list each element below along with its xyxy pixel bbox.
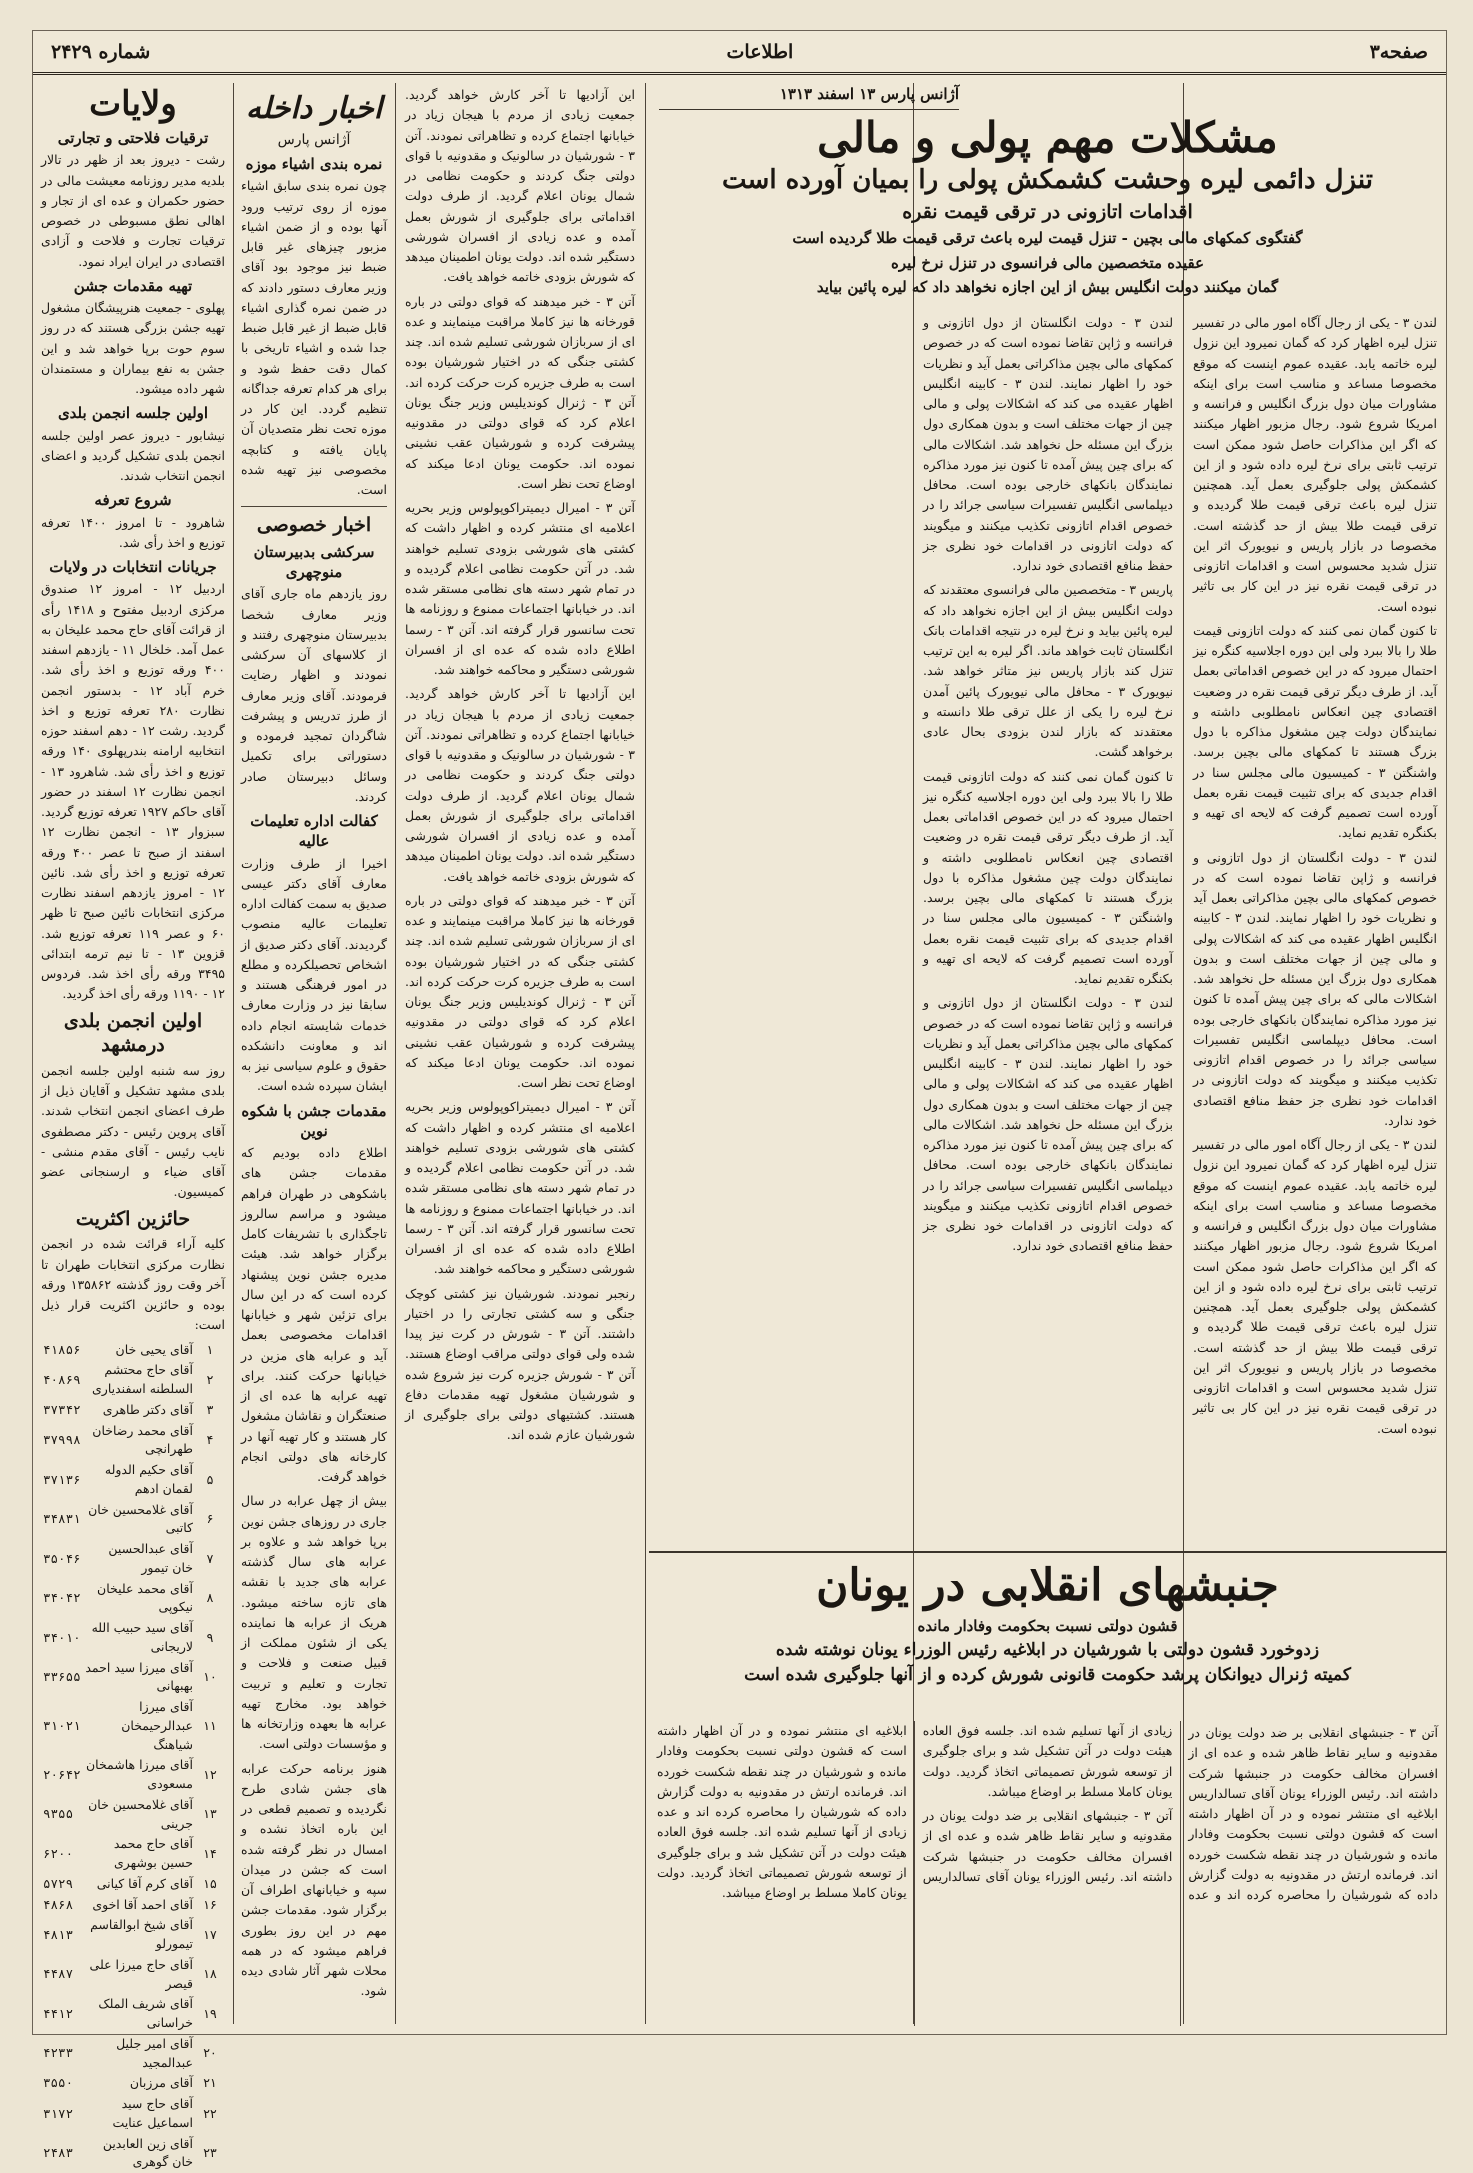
article-paragraph: تا کنون گمان نمی کنند که دولت اتازونی قیمت طلا را بالا ببرد ولی این دوره اجلاسیه کنگره نیز احتمال میرود که در این خصوص اقداماتی بعمل آید. از طرف دیگر ترقی قیمت نقره در وضعیت اقتصادی چین انعکاس نامطلوبی داشته و نمایندگان دولت چین مشغول مذاکره با دول بزرگ هستند تا کمکهای مالی بچین برسد. واشنگتن ۳ - کمیسیون مالی مجلس سنا در اقدام جدیدی که برای تثبیت قیمت نقره بعمل آورده است تصمیم گرفت که لایحه ای تهیه و بکنگره تقدیم نماید. bbox=[923, 768, 1173, 986]
article-paragraph: آتن ۳ - خبر میدهند که قوای دولتی در باره قورخانه ها نیز کاملا مراقبت مینمایند و عده ای از سربازان شورشی تسلیم شده اند. چند کشتی جنگی که در اختیار شورشیان بوده است به طرف جزیره کرت حرکت کرده اند. آتن ۳ - ژنرال کوندیلیس وزیر جنگ یونان اعلام کرد که قوای دولتی در مقدونیه پیشرفت کرده و شورشیان عقب نشینی نموده اند. حکومت یونان ادعا میکند که اوضاع تحت نظر است. bbox=[405, 892, 635, 1090]
greece-headline: جنبشهای انقلابی در یونان bbox=[816, 1560, 1279, 1611]
candidate-rank: ۱۱ bbox=[203, 1717, 217, 1733]
candidate-name: آقای شریف الملک خراسانی bbox=[98, 1996, 193, 2031]
candidate-rank: ۵ bbox=[206, 1471, 214, 1487]
main-subhead: تنزل دائمی لیره وحشت کشمکش پولی را بمیان آورده است bbox=[722, 165, 1373, 196]
article-paragraph: رنجبر نمودند. شورشیان نیز کشتی کوچک جنگی و سه کشتی تجارتی را در اختیار داشتند. آتن ۳ - شورش در کرت نیز پیدا شده ولی قوای دولتی مراقب اوضاع هستند. آتن ۳ - شورش جزیره کرت نیز شروع شده و شورشیان مشغول تهیه مقدمات دفاع هستند. کشتیهای دولتی برای جلوگیری از شورشیان عازم شده اند. bbox=[405, 1285, 635, 1443]
candidate-votes: ۵۷۲۹ bbox=[43, 1875, 74, 1891]
article-paragraph: اردبیل ۱۲ - امروز ۱۲ صندوق مرکزی اردبیل مفتوح و ۱۴۱۸ رأی از قرائت آقای حاج محمد علیخان به عمل آمد. خلخال ۱۱ - یازدهم اسفند ۴۰۰ ورقه توزیع و اخذ رأی شد. خرم آباد ۱۲ - بدستور انجمن نظارت ۲۸۰ تعرفه توزیع و اخذ گردید. رشت ۱۲ - دهم اسفند حوزه انتخابیه ارامنه بندرپهلوی ۱۴۰ ورقه توزیع و اخذ رأی شد. شاهرود ۱۳ - انجمن نظارت ۱۲ اسفند در حضور آقای حاکم ۱۹۲۷ تعرفه توزیع گردید. سبزوار ۱۳ - انجمن نظارت ۱۲ اسفند از صبح تا عصر ۴۰۰ ورقه تعرفه توزیع و اخذ رأی شد. نائین ۱۲ - امروز یازدهم اسفند نظارت مرکزی انتخابات نائین صبح تا ظهر ۶۰ و عصر ۱۱۹ تعرفه توزیع شد. قزوین ۱۳ - تا نیم ترمه ابتدائی ۳۴۹۵ ورقه رأی اخذ شد. فردوس ۱۲ - ۱۱۹۰ ورقه رأی اخذ گردید. bbox=[41, 581, 226, 1002]
article-paragraph: رشت - دیروز بعد از ظهر در تالار بلدیه مدیر روزنامه معیشت مالی در حضور حکمران و عده ای از تجار و اهالی نطق مسبوطی در خصوص ترقیات تجارت و فلاحت و آزادی اقتصادی در ایران ایراد نمود. bbox=[41, 152, 225, 269]
candidate-name: آقای محمد علیخان نیکوپی bbox=[97, 1580, 193, 1615]
divider bbox=[241, 506, 387, 507]
candidate-rank: ۲۳ bbox=[203, 2145, 217, 2161]
local-news-banner: اخبار داخله bbox=[245, 91, 383, 126]
main-article-header bbox=[649, 83, 1446, 303]
candidate-name: آقای میرزا عبدالرحیمخان شیاهنگ bbox=[121, 1699, 193, 1752]
main-dateline: آژانس پارس ۱۳ اسفند ۱۳۱۳ bbox=[659, 83, 959, 110]
candidate-votes: ۹۳۵۵ bbox=[43, 1806, 74, 1822]
table-row bbox=[41, 1955, 225, 1995]
article-paragraph: هنوز برنامه حرکت عرابه های جشن شادی طرح نگردیده و تصمیم قطعی در این باره اتخاذ نشده و امسال در نظر گرفته شده است که جشن در میدان سپه و خیابانهای اطراف آن برگزار شود. مقدمات جشن مهم در این روز بطوری فراهم میشود که در همه محلات شهر آثار شادی دیده شود. bbox=[241, 1760, 387, 1999]
paper-name: اطلاعات bbox=[726, 40, 794, 63]
candidate-name: آقای حاج سید اسماعیل عنایت bbox=[112, 2096, 193, 2130]
candidate-name: آقای حاج محمد حسین بوشهری bbox=[113, 1836, 193, 1871]
masthead bbox=[33, 31, 1446, 75]
section-heading: حائزین اکثریت bbox=[75, 1207, 191, 1230]
candidate-name: آقای غلامحسین خان جرینی bbox=[88, 1796, 193, 1831]
section-heading: شروع تعرفه bbox=[94, 491, 172, 510]
greece-subhead: کمیته ژنرال دیوانکان پرشد حکومت قانونی شورش کرده و از آنها جلوگیری شده است bbox=[744, 1664, 1351, 1685]
candidate-rank: ۱۷ bbox=[203, 1926, 217, 1942]
table-row bbox=[41, 1874, 225, 1895]
table-row bbox=[41, 1500, 225, 1540]
candidate-votes: ۴۸۶۸ bbox=[43, 1896, 74, 1912]
candidate-rank: ۱۹ bbox=[203, 2005, 217, 2021]
candidate-votes: ۲۴۸۳ bbox=[43, 2145, 74, 2161]
candidate-rank: ۱۵ bbox=[203, 1875, 217, 1891]
candidate-votes: ۴۴۸۷ bbox=[43, 1966, 74, 1982]
main-subhead: اقدامات اتازونی در ترقی قیمت نقره bbox=[902, 200, 1193, 223]
section-heading: مقدمات جشن با شکوه نوین bbox=[241, 1101, 387, 1140]
article-paragraph: این آزادیها تا آخر کارش خواهد گردید. جمعیت زیادی از مردم با هیجان زیاد در خیابانها اجتماع کرده و تظاهراتی نمودند. آتن ۳ - شورشیان در سالونیک و مقدونیه با قوای دولتی جنگ کردند و حکومت نظامی در شمال یونان اعلام گردید. از طرف دولت اقداماتی برای جلوگیری از شورش بعمل آمده و عده زیادی از افسران شورشی دستگیر شده اند. دولت یونان اطمینان میدهد که شورش بزودی خاتمه خواهد یافت. bbox=[405, 686, 635, 884]
candidate-votes: ۳۷۳۴۲ bbox=[43, 1401, 81, 1417]
article-paragraph: کلیه آراء قرائت شده در انجمن نظارت مرکزی انتخابات طهران تا آخر وقت روز گذشته ۱۳۵۸۶۲ ورقه بوده و حائزین اکثریت قرار ذیل است: bbox=[41, 1236, 225, 1333]
candidate-name: آقای مرزبان bbox=[129, 2075, 193, 2091]
main-article-col1 bbox=[1185, 311, 1445, 1546]
section-heading: نمره بندی اشیاء موزه bbox=[245, 155, 383, 173]
candidate-votes: ۴۲۳۳ bbox=[43, 2045, 74, 2061]
section-heading: اولین انجمن بلدی درمشهد bbox=[63, 1009, 203, 1057]
candidate-votes: ۳۷۱۳۶ bbox=[43, 1471, 81, 1487]
section-heading: اولین جلسه انجمن بلدی bbox=[57, 404, 209, 423]
table-row bbox=[41, 1755, 225, 1795]
article-paragraph: اخیرا از طرف وزارت معارف آقای دکتر عیسی صدیق به سمت کفالت اداره تعلیمات عالیه منصوب گردیدند. آقای دکتر صدیق از اشخاص تحصیلکرده و مطلع در امور فرهنگی هستند و سابقا نیز در وزارت معارف خدمات شایسته انجام داده اند و معاونت دانشکده حقوق و علوم سیاسی نیز به ایشان سپرده شده است. bbox=[241, 855, 387, 1094]
candidate-name: آقای دکتر طاهری bbox=[102, 1401, 193, 1417]
table-row bbox=[41, 1895, 225, 1916]
issue-number: شماره ۲۴۲۹ bbox=[51, 40, 151, 63]
main-subhead: گفتگوی کمکهای مالی بچین - تنزل قیمت لیره باعث ترقی قیمت طلا گردیده است bbox=[792, 229, 1303, 248]
column-rule bbox=[395, 83, 396, 2024]
candidate-rank: ۲۱ bbox=[203, 2075, 217, 2091]
candidate-votes: ۲۰۶۴۲ bbox=[43, 1766, 81, 1782]
candidate-rank: ۱ bbox=[206, 1341, 214, 1357]
article-paragraph: لندن ۳ - یکی از رجال آگاه امور مالی در تفسیر تنزل لیره اظهار کرد که گمان نمیرود این نزول لیره خاتمه یابد. عقیده عموم اینست که موقع مخصوصا مساعد و مناسب است برای اینکه مشاورات میان دول بزرگ انگلیس و فرانسه و امریکا شروع شود. رجال مزبور اظهار میکنند که اگر این مذاکرات حاصل شود ممکن است ترتیب ثابتی برای نرخ لیره داده شود و از این کشمکش پولی جلوگیری بعمل آید. همچنین تنزل لیره باعث ترقی قیمت طلا گردیده و ترقی قیمت طلا بیش از حد گذشته است. مخصوصا در بازار پاریس و نیویورک اثر این تنزل شدید محسوس است و اقدامات اتازونی در ترقی قیمت نقره نیز در این کار بی تاثیر نبوده است. bbox=[1193, 315, 1437, 614]
candidate-rank: ۱۲ bbox=[203, 1766, 217, 1782]
table-row bbox=[41, 1360, 225, 1400]
table-row bbox=[41, 1421, 225, 1461]
table-row bbox=[41, 2034, 225, 2074]
table-row bbox=[41, 2073, 225, 2094]
candidate-votes: ۳۵۰۴۶ bbox=[43, 1550, 81, 1566]
table-row bbox=[41, 1795, 225, 1835]
candidate-name: آقای عبدالحسین خان تیمور bbox=[108, 1541, 193, 1575]
article-paragraph: آتن ۳ - امیرال دیمیتراکوپولوس وزیر بحریه اعلامیه ای منتشر کرده و اظهار داشت که کشتی های شورشی بزودی تسلیم خواهند شد. در آتن حکومت نظامی اعلام گردیده و در تمام شهر دسته های نظامی مستقر شده اند. در خیابانها اجتماعات ممنوع و روزنامه ها تحت سانسور قرار گرفته اند. آتن ۳ - رسما اطلاع داده شده که عده ای از افسران شورشی دستگیر و محاکمه خواهند شد. bbox=[405, 1099, 636, 1277]
article-paragraph: لندن ۳ - دولت انگلستان از دول اتازونی و فرانسه و ژاپن تقاضا نموده است که در خصوص کمکهای مالی بچین مذاکراتی بعمل آید و نظریات خود را اظهار نمایند. لندن ۳ - کابینه انگلیس اظهار عقیده می کند که اشکالات پولی و مالی چین از جهات مختلف است و بدون همکاری دول بزرگ این مسئله حل نخواهد شد. اشکالات مالی که برای چین پیش آمده تا کنون نیز مورد مذاکره نمایندگان بانکهای خارجی بوده است. محافل دیپلماسی انگلیس تفسیرات سیاسی جرائد را در خصوص اقدام اتازونی تکذیب میکنند و میگویند که دولت اتازونی در اقدامات خود نظری جز حفظ منافع اقتصادی خود ندارد. bbox=[923, 995, 1173, 1254]
greece-subhead: قشون دولتی نسبت بحکومت وفادار مانده bbox=[917, 1616, 1178, 1635]
candidate-rank: ۲۲ bbox=[203, 2105, 217, 2121]
provinces-title: ولایات bbox=[89, 84, 177, 124]
table-row bbox=[41, 1834, 225, 1874]
candidate-name: آقای احمد آقا اخوی bbox=[92, 1896, 193, 1912]
candidate-votes: ۳۴۰۴۲ bbox=[43, 1590, 81, 1606]
greece-article-header bbox=[649, 1551, 1446, 1711]
article-paragraph: آتن ۳ - خبر میدهند که قوای دولتی در باره قورخانه ها نیز کاملا مراقبت مینمایند و عده ای از سربازان شورشی تسلیم شده اند. چند کشتی جنگی که در اختیار شورشیان بوده است به طرف جزیره کرت حرکت کرده اند. آتن ۳ - ژنرال کوندیلیس وزیر جنگ یونان اعلام کرد که قوای دولتی در مقدونیه پیشرفت کرده و شورشیان عقب نشینی نموده اند. حکومت یونان ادعا میکند که اوضاع تحت نظر است. bbox=[405, 293, 635, 491]
provinces-column bbox=[35, 83, 231, 2170]
candidate-name: آقای میرزا سید احمد بهبهانی bbox=[85, 1659, 193, 1694]
candidate-votes: ۳۳۶۵۵ bbox=[43, 1669, 81, 1685]
candidate-votes: ۳۴۸۳۱ bbox=[43, 1511, 81, 1527]
candidate-votes: ۴۸۱۳ bbox=[43, 1926, 74, 1942]
table-row bbox=[41, 1697, 225, 1755]
candidate-name: آقای حاج محتشم السلطنه اسفندیاری bbox=[92, 1362, 193, 1397]
main-subhead: عقیده متخصصین مالی فرانسوی در تنزل نرخ لیره bbox=[890, 253, 1205, 272]
table-row bbox=[41, 2134, 225, 2173]
article-paragraph: تا کنون گمان نمی کنند که دولت اتازونی قیمت طلا را بالا ببرد ولی این دوره اجلاسیه کنگره نیز احتمال میرود که در این خصوص اقداماتی بعمل آید. از طرف دیگر ترقی قیمت نقره در وضعیت اقتصادی چین انعکاس نامطلوبی داشته و نمایندگان دولت چین مشغول مذاکره با دول بزرگ هستند تا کمکهای مالی بچین برسد. واشنگتن ۳ - کمیسیون مالی مجلس سنا در اقدام جدیدی که برای تثبیت قیمت نقره بعمل آورده است تصمیم گرفت که لایحه ای تهیه و بکنگره تقدیم نماید. bbox=[1193, 622, 1437, 841]
article-paragraph: آتن ۳ - جنبشهای انقلابی بر ضد دولت یونان در مقدونیه و سایر نقاط ظاهر شده و عده ای از افسران مخالف حکومت در جنبشها شرکت داشته اند. رئیس الوزراء یونان آقای تسالداریس ابلاغیه ای منتشر نموده و در آن اظهار داشته است که قشون دولتی نسبت بحکومت وفادار مانده و شورشیان در چند نقطه شکست خورده اند. فرمانده ارتش در مقدونیه به دولت گزارش داده که شورشیان را محاصره کرده اند و عده زیادی از آنها تسلیم شده اند. جلسه فوق العاده هیئت دولت در آتن تشکیل شد و برای جلوگیری از توسعه شورش تصمیماتی اتخاذ گردید. دولت یونان کاملا مسلط بر اوضاع میباشد. bbox=[922, 1723, 1438, 1902]
candidate-name: آقای میرزا هاشمخان مسعودی bbox=[85, 1757, 193, 1792]
article-paragraph: چون نمره بندی سابق اشیاء موزه از روی ترتیب ورود آنها بوده و از ضمن اشیاء مزبور چیزهای غیر قابل ضبط نیز موجود بود آقای وزیر معارف دستور دادند که در ضمن نمره گذاری اشیاء قابل ضبط از غیر قابل ضبط جدا شده و اشیاء تاریخی با کمال دقت حفظ شود و برای هر کدام تعرفه جداگانه تنظیم گردد. این کار در موزه تحت نظر متصدیان آن پایان یافته و کتابچه مخصوصی نیز تهیه شده است. bbox=[241, 178, 387, 497]
article-paragraph: لندن ۳ - دولت انگلستان از دول اتازونی و فرانسه و ژاپن تقاضا نموده است که در خصوص کمکهای مالی بچین مذاکراتی بعمل آید و نظریات خود را اظهار نمایند. لندن ۳ - کابینه انگلیس اظهار عقیده می کند که اشکالات پولی و مالی چین از جهات مختلف است و بدون همکاری دول بزرگ این مسئله حل نخواهد شد. اشکالات مالی که برای چین پیش آمده تا کنون نیز مورد مذاکره نمایندگان بانکهای خارجی بوده است. محافل دیپلماسی انگلیس تفسیرات سیاسی جرائد را در خصوص اقدام اتازونی تکذیب میکنند و میگویند که دولت اتازونی در اقدامات خود نظری جز حفظ منافع اقتصادی خود ندارد. bbox=[923, 315, 1173, 573]
candidate-rank: ۷ bbox=[206, 1550, 214, 1566]
candidate-rank: ۸ bbox=[206, 1590, 214, 1606]
candidate-rank: ۶ bbox=[206, 1511, 214, 1527]
article-paragraph: لندن ۳ - دولت انگلستان از دول اتازونی و فرانسه و ژاپن تقاضا نموده است که در خصوص کمکهای مالی بچین مذاکراتی بعمل آید و نظریات خود را اظهار نمایند. لندن ۳ - کابینه انگلیس اظهار عقیده می کند که اشکالات پولی و مالی چین از جهات مختلف است و بدون همکاری دول بزرگ این مسئله حل نخواهد شد. اشکالات مالی که برای چین پیش آمده تا کنون نیز مورد مذاکره نمایندگان بانکهای خارجی بوده است. محافل دیپلماسی انگلیس تفسیرات سیاسی جرائد را در خصوص اقدام اتازونی تکذیب میکنند و میگویند که دولت اتازونی در اقدامات خود نظری جز حفظ منافع اقتصادی خود ندارد. bbox=[1193, 849, 1437, 1128]
candidate-votes: ۶۲۰۰ bbox=[43, 1845, 74, 1861]
section-heading: اخبار خصوصی bbox=[256, 514, 372, 537]
table-row bbox=[41, 1579, 225, 1619]
candidate-rank: ۹ bbox=[206, 1629, 214, 1645]
foreign-news-column bbox=[397, 83, 643, 2026]
table-row bbox=[41, 1994, 225, 2034]
table-row bbox=[41, 1658, 225, 1698]
main-subhead: گمان میکنند دولت انگلیس بیش از این اجازه نخواهد داد که لیره پائین بیاید bbox=[816, 277, 1279, 296]
section-heading: کفالت اداره تعلیمات عالیه bbox=[250, 812, 378, 851]
local-news-column bbox=[235, 83, 393, 2026]
candidate-name: آقای امیر جلیل عبدالمجید bbox=[116, 2035, 193, 2070]
candidate-votes: ۳۴۰۱۰ bbox=[43, 1629, 81, 1645]
candidate-name: آقای شیخ ابوالقاسم تیمورلو bbox=[90, 1917, 193, 1952]
candidate-votes: ۴۴۱۲ bbox=[43, 2005, 74, 2021]
section-heading: جریانات انتخابات در ولایات bbox=[49, 558, 217, 577]
greece-article-body bbox=[649, 1721, 1446, 2026]
candidate-rank: ۱۶ bbox=[203, 1896, 217, 1912]
candidate-rank: ۲ bbox=[206, 1371, 214, 1387]
article-paragraph: نیشابور - دیروز عصر اولین جلسه انجمن بلدی تشکیل گردید و اعضای انجمن انتخاب شدند. bbox=[41, 427, 225, 484]
candidate-rank: ۳ bbox=[206, 1401, 214, 1417]
article-paragraph: پاریس ۳ - متخصصین مالی فرانسوی معتقدند که دولت انگلیس بیش از این اجازه نخواهد داد که لیره پائین بیاید و نرخ لیره در نتیجه اقدامات بانک انگلستان ثابت خواهد ماند. اگر لیره به این ترتیب تنزل کند بازار پاریس نیز متاثر خواهد شد. نیویورک ۳ - محافل مالی نیویورک پائین آمدن نرخ لیره را یکی از علل ترقی طلا دانسته و معتقدند که بازار لندن بزودی بحال عادی برخواهد گشت. bbox=[923, 582, 1173, 760]
article-paragraph: روز سه شنبه اولین جلسه انجمن بلدی مشهد تشکیل و آقایان ذیل از طرف اعضای انجمن انتخاب شدند. آقای پروین رئیس - دکتر مصطفوی نایب رئیس - آقای مقدم منشی - آقای ضیاء و ارسنجانی عضو کمیسیون. bbox=[41, 1062, 225, 1200]
candidate-rank: ۱۰ bbox=[203, 1669, 217, 1685]
candidate-votes: ۳۵۵۰ bbox=[43, 2075, 74, 2091]
candidate-rank: ۱۸ bbox=[203, 1966, 217, 1982]
column-rule bbox=[233, 83, 234, 2024]
candidate-name: آقای زین العابدین خان گوهری bbox=[102, 2135, 193, 2170]
page-number: صفحه۳ bbox=[1369, 40, 1428, 63]
column-rule bbox=[645, 83, 646, 2024]
section-heading: ترقیات فلاحتی و تجارتی bbox=[57, 129, 209, 148]
candidate-rank: ۱۳ bbox=[203, 1806, 217, 1822]
article-paragraph: روز یازدهم ماه جاری آقای وزیر معارف شخصا بدبیرستان منوچهری رفتند و از کلاسهای آن سرکشی نمودند و اظهار رضایت فرمودند. آقای وزیر معارف از طرز تدریس و پیشرفت شاگردان تمجید فرموده و دستوراتی برای تکمیل وسائل دبیرستان صادر کردند. bbox=[241, 586, 387, 804]
candidate-rank: ۱۴ bbox=[203, 1845, 217, 1861]
candidates-table bbox=[41, 1340, 225, 2173]
article-paragraph: بیش از چهل عرابه در سال جاری در روزهای جشن نوین برپا خواهد شد و علاوه بر عرابه های سال گذشته عرابه های جدید با نقشه های تازه ساخته میشود. هریک از عرابه ها نماینده یکی از شئون مملکت از قبیل صنعت و فلاحت و تجارت و تعلیم و تربیت خواهد بود. مخارج تهیه عرابه ها بعهده وزارتخانه ها و مؤسسات دولتی است. bbox=[241, 1493, 387, 1752]
newspaper-page bbox=[32, 30, 1447, 2170]
candidate-rank: ۲۰ bbox=[203, 2045, 217, 2061]
candidate-votes: ۴۰۸۶۹ bbox=[43, 1371, 81, 1387]
table-row bbox=[41, 1400, 225, 1421]
main-headline: مشکلات مهم پولی و مالی bbox=[817, 113, 1278, 162]
main-article-col2 bbox=[915, 311, 1181, 1546]
candidate-name: آقای کرم آقا کیانی bbox=[96, 1875, 193, 1891]
article-paragraph: این آزادیها تا آخر کارش خواهد گردید. جمعیت زیادی از مردم با هیجان زیاد در خیابانها اجتماع کرده و تظاهراتی نمودند. آتن ۳ - شورشیان در سالونیک و مقدونیه با قوای دولتی جنگ کردند و حکومت نظامی در شمال یونان اعلام گردید. از طرف دولت اقداماتی برای جلوگیری از شورش بعمل آمده و عده زیادی از افسران شورشی دستگیر شده اند. دولت یونان اطمینان میدهد که شورش بزودی خاتمه خواهد یافت. bbox=[405, 87, 635, 285]
table-row bbox=[41, 1915, 225, 1955]
table-row bbox=[41, 1340, 225, 1361]
candidate-votes: ۳۷۹۹۸ bbox=[43, 1432, 81, 1448]
table-row bbox=[41, 1618, 225, 1658]
candidate-name: آقای حاج میرزا علی قیصر bbox=[89, 1956, 193, 1991]
candidate-votes: ۳۱۰۲۱ bbox=[43, 1717, 81, 1733]
greece-subhead: زدوخورد قشون دولتی با شورشیان در ابلاغیه رئیس الوزراء یونان نوشته شده bbox=[775, 1639, 1320, 1660]
section-heading: سرکشی بدبیرستان منوچهری bbox=[253, 542, 375, 582]
candidate-name: آقای حکیم الدوله لقمان ادهم bbox=[104, 1462, 193, 1496]
candidate-votes: ۳۱۷۲ bbox=[43, 2105, 74, 2121]
table-row bbox=[41, 1460, 225, 1500]
article-paragraph: آتن ۳ - امیرال دیمیتراکوپولوس وزیر بحریه اعلامیه ای منتشر کرده و اظهار داشت که کشتی های شورشی بزودی تسلیم خواهند شد. در آتن حکومت نظامی اعلام گردیده و در تمام شهر دسته های نظامی مستقر شده اند. در خیابانها اجتماعات ممنوع و روزنامه ها تحت سانسور قرار گرفته اند. آتن ۳ - رسما اطلاع داده شده که عده ای از افسران شورشی دستگیر و محاکمه خواهند شد. bbox=[405, 500, 636, 677]
article-paragraph: آتن ۳ - جنبشهای انقلابی بر ضد دولت یونان در مقدونیه و سایر نقاط ظاهر شده و عده ای از افسران مخالف حکومت در جنبشها شرکت داشته اند. رئیس الوزراء یونان آقای تسالداریس ابلاغیه ای منتشر نموده و در آن اظهار داشته است که قشون دولتی نسبت بحکومت وفادار مانده و شورشیان در چند نقطه شکست خورده اند. فرمانده ارتش در مقدونیه به دولت گزارش داده که شورشیان را محاصره کرده اند و عده زیادی از آنها تسلیم شده اند. جلسه فوق العاده هیئت دولت در آتن تشکیل شد و برای جلوگیری از توسعه شورش تصمیماتی اتخاذ گردید. دولت یونان کاملا مسلط بر اوضاع میباشد. bbox=[657, 1723, 1173, 1900]
article-paragraph: لندن ۳ - یکی از رجال آگاه امور مالی در تفسیر تنزل لیره اظهار کرد که گمان نمیرود این نزول لیره خاتمه یابد. عقیده عموم اینست که موقع مخصوصا مساعد و مناسب است برای اینکه مشاورات میان دول بزرگ انگلیس و فرانسه و امریکا شروع شود. رجال مزبور اظهار میکنند که اگر این مذاکرات حاصل شود ممکن است ترتیب ثابتی برای نرخ لیره داده شود و از این کشمکش پولی جلوگیری بعمل آید. همچنین تنزل لیره باعث ترقی قیمت طلا گردیده و ترقی قیمت طلا بیش از حد گذشته است. مخصوصا در بازار پاریس و نیویورک اثر این تنزل شدید محسوس است و اقدامات اتازونی در ترقی قیمت نقره نیز در این کار بی تاثیر نبوده است. bbox=[1193, 1137, 1437, 1436]
article-paragraph: پهلوی - جمعیت هنرپیشگان مشغول تهیه جشن بزرگی هستند که در روز سوم حوت برپا خواهد شد و این جشن به نفع بیماران و مستمندان شهر داده میشود. bbox=[41, 300, 225, 397]
section-heading: تهیه مقدمات جشن bbox=[73, 276, 193, 295]
candidate-name: آقای یحیی خان bbox=[115, 1341, 193, 1357]
article-paragraph: شاهرود - تا امروز ۱۴۰۰ تعرفه توزیع و اخذ رأی شد. bbox=[41, 514, 226, 550]
table-row bbox=[41, 1539, 225, 1579]
candidate-votes: ۴۱۸۵۶ bbox=[43, 1341, 81, 1357]
table-row bbox=[41, 2094, 225, 2134]
candidate-rank: ۴ bbox=[206, 1432, 214, 1448]
agency-label: آژانس پارس bbox=[277, 132, 351, 148]
candidate-name: آقای غلامحسین خان کاتبی bbox=[88, 1501, 193, 1536]
candidate-name: آقای سید حبیب الله لاریجانی bbox=[91, 1620, 193, 1654]
article-paragraph: اطلاع داده بودیم که مقدمات جشن های باشکوهی در طهران فراهم میشود و مراسم سالروز تاجگذاری با تشریفات کامل برگزار خواهد شد. هیئت مدیره جشن نوین پیشنهاد کرده است که در این سال برای تزئین شهر و خیابانها اقدامات مخصوصی بعمل آید و عرابه های مزین در خیابانها حرکت کنند. برای تهیه عرابه ها عده ای از صنعتگران و نقاشان مشغول کار هستند و کار تهیه آنها در کارخانه های دولتی انجام خواهد گرفت. bbox=[241, 1145, 387, 1485]
candidate-name: آقای محمد رضاخان طهرانچی bbox=[92, 1422, 193, 1457]
